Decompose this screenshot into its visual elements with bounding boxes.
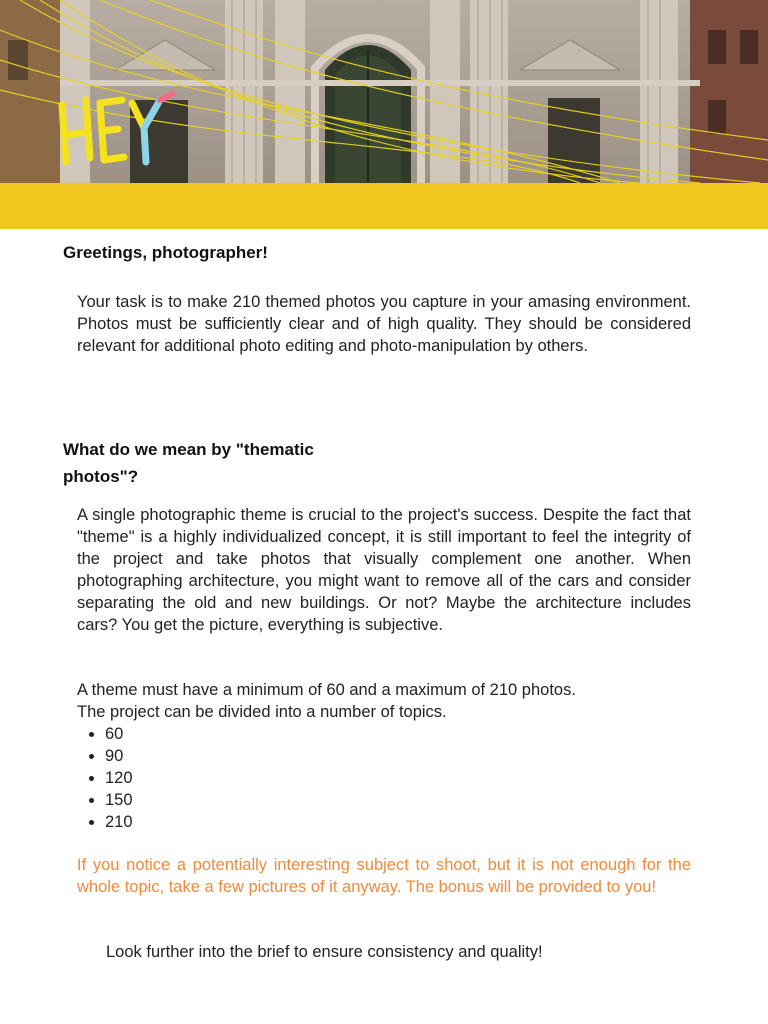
topics-list: [77, 723, 133, 833]
topics-intro-line: The project can be divided into a number of topics.: [77, 703, 447, 721]
list-item: • 150: [105, 789, 133, 811]
list-item: • 120: [105, 767, 133, 789]
closing-line: Look further into the brief to ensure consistency and quality!: [106, 943, 543, 961]
greeting-heading: Greetings, photographer!: [63, 243, 268, 262]
theme-paragraph: A single photographic theme is crucial to the project's success. Despite the fact that "theme" is a highly individualized concept, it is still important to feel the integrity of the project and take photos that visually complement one another. When photographing architecture, you might want to remove all of the cars and consider separating the old and new buildings. Or not? Maybe the architecture includes cars? You get the picture, everything is subjective.: [77, 506, 691, 634]
list-item: • 210: [105, 811, 133, 833]
intro-paragraph: Your task is to make 210 themed photos you capture in your amasing environment. Photos must be sufficiently clear and of high quality. They should be considered relevant for additional photo editing and photo-manipulation by others.: [77, 293, 691, 355]
minmax-line: A theme must have a minimum of 60 and a maximum of 210 photos.: [77, 681, 576, 699]
church-facade-photo: [0, 0, 768, 183]
hero-banner: [0, 0, 768, 183]
list-item: • 60: [105, 723, 133, 745]
list-item: • 90: [105, 745, 133, 767]
yellow-band: [0, 183, 768, 229]
section-heading: What do we mean by "thematic photos"?: [63, 440, 314, 486]
bonus-note: If you notice a potentially interesting subject to shoot, but it is not enough for the whole topic, take a few pictures of it anyway. The bonus will be provided to you!: [77, 856, 691, 896]
